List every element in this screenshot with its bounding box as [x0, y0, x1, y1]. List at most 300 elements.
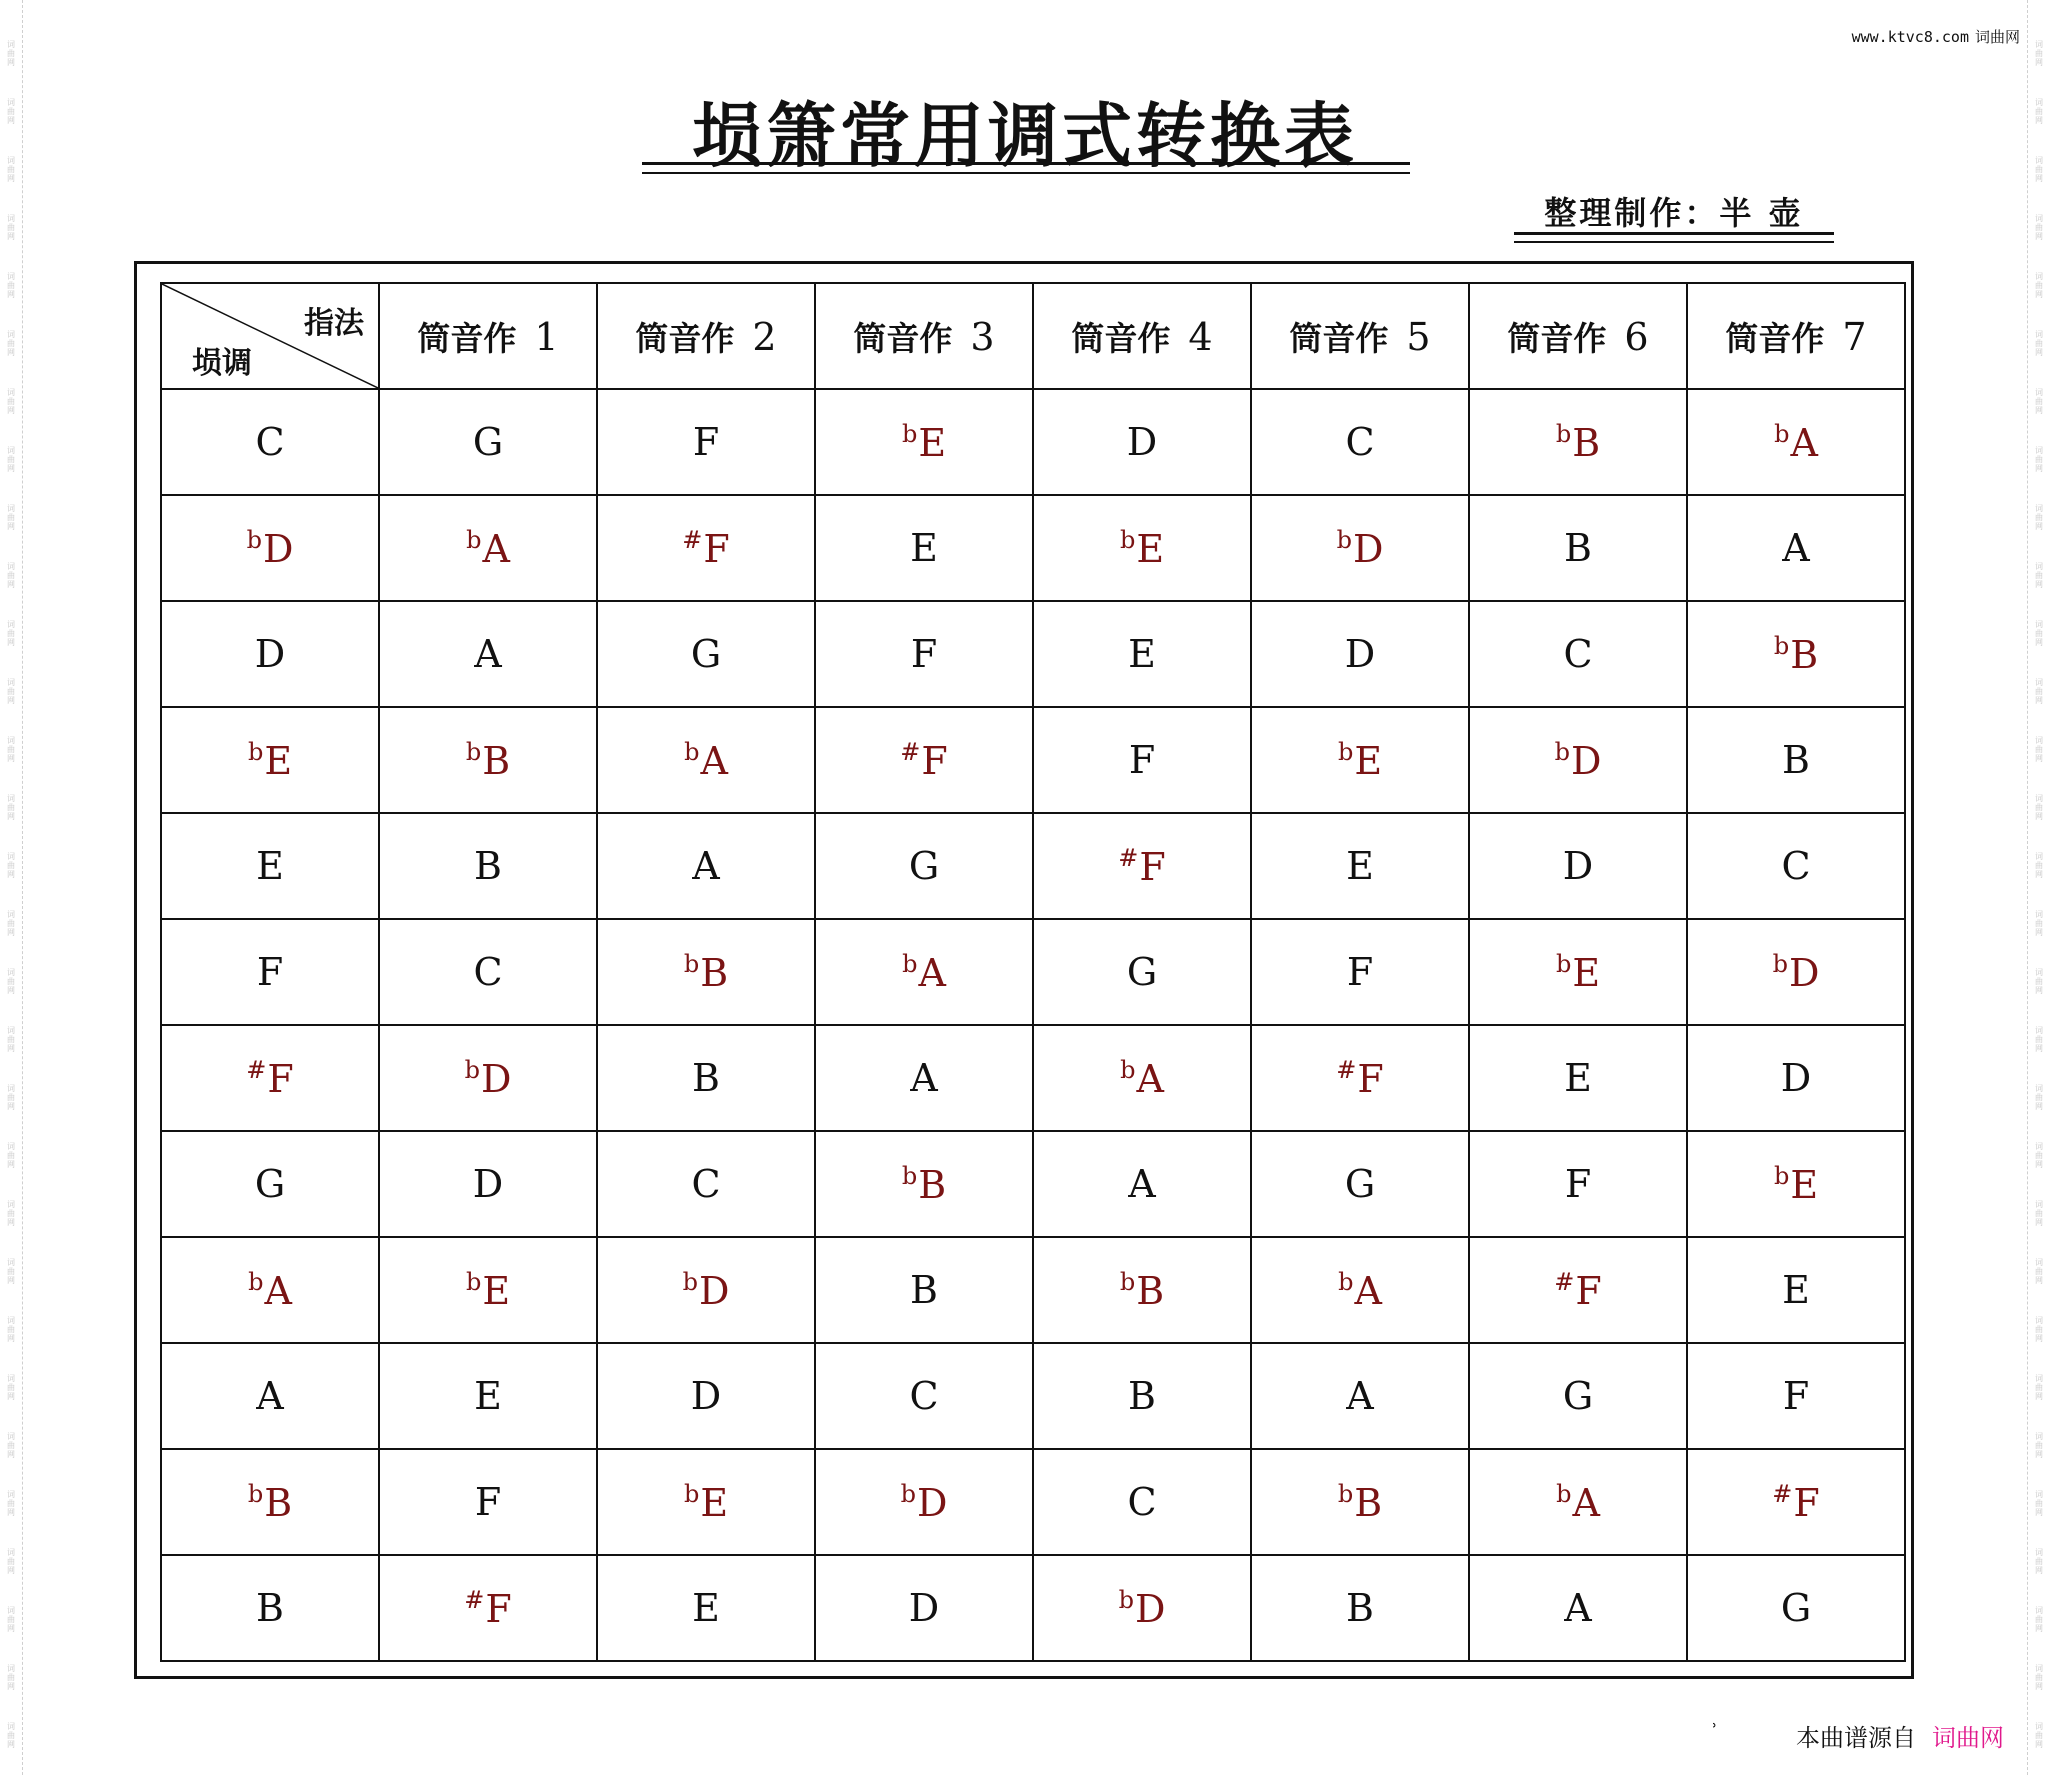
key-name: F: [256, 950, 284, 994]
key-cell: [597, 1449, 815, 1555]
key-letter: F: [485, 1586, 512, 1631]
key-name: B: [1782, 738, 1810, 782]
edge-watermark: 词曲网: [2035, 1316, 2043, 1343]
edge-watermark: 词曲网: [2035, 1084, 2043, 1111]
key-name: C: [1345, 420, 1375, 464]
edge-watermark: 词曲网: [7, 1722, 15, 1749]
key-letter: D: [262, 526, 294, 571]
flat-sign: b: [682, 1267, 698, 1296]
column-header-number: 7: [1842, 314, 1867, 359]
key-letter: B: [1136, 1268, 1165, 1313]
table-row: [161, 1449, 1905, 1555]
table-body: [161, 389, 1905, 1661]
sharp-sign: #: [1554, 1267, 1575, 1296]
table-row: [161, 1555, 1905, 1661]
key-cell: [1033, 1555, 1251, 1661]
footer-text: 本曲谱源自: [1796, 1724, 1916, 1752]
key-cell: [1469, 1237, 1687, 1343]
key-name: E: [910, 526, 938, 570]
key-letter: D: [1352, 526, 1384, 571]
key-letter: E: [1572, 950, 1601, 995]
edge-watermark: 词曲网: [7, 1200, 15, 1227]
table-row: [161, 495, 1905, 601]
column-header-prefix: 筒音作: [635, 318, 735, 358]
key-name: F: [692, 420, 720, 464]
flat-sign: b: [1773, 1161, 1790, 1190]
key-name: F: [1128, 738, 1156, 782]
credit-underline: [1514, 232, 1834, 235]
key-letter: B: [1354, 1480, 1383, 1525]
title-underline-2: [642, 172, 1410, 174]
key-cell: [1251, 1343, 1469, 1449]
key-name: [684, 950, 728, 995]
edge-watermark: 词曲网: [2035, 1722, 2043, 1749]
xun-key-cell: [161, 1555, 379, 1661]
edge-watermark: 词曲网: [7, 214, 15, 241]
key-name: [1555, 738, 1602, 783]
key-name: G: [1780, 1586, 1812, 1630]
key-name: F: [1346, 950, 1374, 994]
key-letter: B: [1572, 420, 1601, 465]
key-name: [1774, 632, 1818, 677]
column-header-prefix: 筒音作: [1071, 318, 1171, 358]
key-name: E: [1346, 844, 1374, 888]
key-cell: [379, 1555, 597, 1661]
key-letter: A: [482, 526, 510, 571]
key-name: E: [474, 1374, 502, 1418]
edge-watermark: 词曲网: [2035, 504, 2043, 531]
edge-watermark: 词曲网: [2035, 1200, 2043, 1227]
xun-key-cell: [161, 495, 379, 601]
key-name: D: [690, 1374, 722, 1418]
key-name: [901, 1480, 948, 1525]
key-letter: A: [1572, 1480, 1600, 1525]
key-name: C: [1127, 1480, 1157, 1524]
column-header-number: 6: [1624, 314, 1649, 359]
flat-sign: b: [465, 737, 482, 766]
key-cell: [597, 707, 815, 813]
sharp-sign: #: [682, 525, 703, 554]
table-row: [161, 389, 1905, 495]
key-name: A: [910, 1056, 938, 1100]
xun-key-cell: [161, 389, 379, 495]
flat-sign: b: [1555, 419, 1572, 448]
xun-key-cell: [161, 707, 379, 813]
key-cell: [1469, 1449, 1687, 1555]
key-cell: [815, 389, 1033, 495]
edge-watermark: 词曲网: [7, 446, 15, 473]
key-name: [900, 738, 947, 783]
column-header-number: 1: [534, 314, 559, 359]
edge-watermark: 词曲网: [2035, 1142, 2043, 1169]
key-name: [1338, 1480, 1382, 1525]
key-cell: [1687, 813, 1905, 919]
key-cell: [1251, 389, 1469, 495]
edge-watermark: 词曲网: [7, 1548, 15, 1575]
column-header-4: [1033, 283, 1251, 389]
key-cell: [815, 1555, 1033, 1661]
key-cell: [379, 1237, 597, 1343]
key-letter: F: [1139, 844, 1166, 889]
flat-sign: b: [248, 1267, 264, 1296]
key-cell: [815, 1237, 1033, 1343]
key-cell: [815, 919, 1033, 1025]
sharp-sign: #: [246, 1055, 267, 1084]
key-cell: [379, 1025, 597, 1131]
column-header-1: [379, 283, 597, 389]
key-cell: [1687, 707, 1905, 813]
key-letter: A: [700, 738, 728, 783]
key-cell: [597, 813, 815, 919]
flat-sign: b: [900, 1479, 916, 1508]
edge-watermark: 词曲网: [2035, 330, 2043, 357]
key-cell: [1469, 1555, 1687, 1661]
table-row: [161, 1131, 1905, 1237]
edge-watermark: 词曲网: [7, 910, 15, 937]
key-cell: [1251, 707, 1469, 813]
key-cell: [597, 1131, 815, 1237]
column-header-number: 5: [1406, 314, 1431, 359]
key-name: C: [1563, 632, 1593, 676]
flat-sign: b: [465, 1267, 482, 1296]
key-cell: [1687, 1555, 1905, 1661]
left-watermark-strip: [0, 0, 23, 1775]
edge-watermark: 词曲网: [7, 1026, 15, 1053]
key-name: [1556, 420, 1600, 465]
table-row: [161, 1025, 1905, 1131]
edge-watermark: 词曲网: [7, 98, 15, 125]
edge-watermark: 词曲网: [7, 1084, 15, 1111]
flat-sign: b: [1118, 1585, 1134, 1614]
column-header-7: [1687, 283, 1905, 389]
flat-sign: b: [1337, 737, 1354, 766]
key-name: [246, 1056, 293, 1101]
flat-sign: b: [1556, 1479, 1572, 1508]
key-letter: A: [1790, 420, 1818, 465]
key-name: C: [691, 1162, 721, 1206]
key-cell: [1469, 601, 1687, 707]
xun-key-cell: [161, 1025, 379, 1131]
key-cell: [1687, 601, 1905, 707]
key-name: [248, 1480, 292, 1525]
key-name: [466, 526, 510, 571]
edge-watermark: 词曲网: [7, 1374, 15, 1401]
key-name: G: [1344, 1162, 1376, 1206]
edge-watermark: 词曲网: [7, 620, 15, 647]
footer-mark: ˒: [1712, 1716, 1718, 1737]
key-name: [1120, 1268, 1164, 1313]
key-letter: A: [1354, 1268, 1382, 1313]
key-cell: [1469, 1343, 1687, 1449]
key-name: [248, 738, 292, 783]
key-cell: [1033, 707, 1251, 813]
key-cell: [597, 495, 815, 601]
site-url: www.ktvc8.com: [1851, 28, 1969, 46]
key-name: B: [1128, 1374, 1156, 1418]
key-cell: [1687, 919, 1905, 1025]
column-header-2: [597, 283, 815, 389]
edge-watermark: 词曲网: [2035, 446, 2043, 473]
table-row: [161, 919, 1905, 1025]
key-cell: [815, 601, 1033, 707]
edge-watermark: 词曲网: [7, 1258, 15, 1285]
key-name: [466, 1268, 510, 1313]
flat-sign: b: [684, 737, 700, 766]
key-cell: [597, 601, 815, 707]
edge-watermark: 词曲网: [7, 794, 15, 821]
edge-watermark: 词曲网: [2035, 736, 2043, 763]
key-cell: [815, 1131, 1033, 1237]
edge-watermark: 词曲网: [2035, 1548, 2043, 1575]
key-cell: [379, 601, 597, 707]
edge-watermark: 词曲网: [7, 156, 15, 183]
key-name: B: [256, 1586, 284, 1630]
edge-watermark: 词曲网: [7, 40, 15, 67]
corner-label-fingering: 指法: [304, 306, 364, 341]
sharp-sign: #: [900, 737, 921, 766]
key-cell: [1251, 601, 1469, 707]
flat-sign: b: [247, 1479, 264, 1508]
key-cell: [379, 919, 597, 1025]
edge-watermark: 词曲网: [2035, 214, 2043, 241]
xun-key-cell: [161, 1237, 379, 1343]
flat-sign: b: [902, 949, 918, 978]
key-cell: [597, 389, 815, 495]
edge-watermark: 词曲网: [2035, 1258, 2043, 1285]
right-watermark-strip: [2027, 0, 2050, 1775]
key-cell: [1033, 601, 1251, 707]
key-cell: [1251, 813, 1469, 919]
edge-watermark: 词曲网: [2035, 40, 2043, 67]
key-cell: [1251, 1237, 1469, 1343]
key-letter: E: [482, 1268, 511, 1313]
title-underline: [642, 162, 1410, 165]
key-name: F: [1564, 1162, 1592, 1206]
edge-watermark: 词曲网: [2035, 968, 2043, 995]
key-name: [1120, 526, 1164, 571]
xun-key-cell: [161, 1343, 379, 1449]
key-cell: [1687, 1343, 1905, 1449]
edge-watermark: 词曲网: [7, 330, 15, 357]
key-name: [1774, 1162, 1818, 1207]
flat-sign: b: [1555, 949, 1572, 978]
flat-sign: b: [1337, 1479, 1354, 1508]
key-name: [902, 420, 946, 465]
table-row: [161, 707, 1905, 813]
key-cell: [379, 495, 597, 601]
flat-sign: b: [901, 1161, 918, 1190]
xun-key-cell: [161, 1449, 379, 1555]
edge-watermark: 词曲网: [2035, 1664, 2043, 1691]
key-name: [1120, 1056, 1164, 1101]
key-name: C: [255, 420, 285, 464]
key-name: [1773, 950, 1820, 995]
column-header-number: 3: [970, 314, 995, 359]
key-cell: [1687, 1449, 1905, 1555]
key-name: G: [1126, 950, 1158, 994]
key-letter: D: [1570, 738, 1602, 783]
column-header-number: 4: [1188, 314, 1213, 359]
key-cell: [379, 1131, 597, 1237]
key-cell: [379, 707, 597, 813]
key-cell: [1251, 495, 1469, 601]
key-name: [684, 1480, 728, 1525]
corner-label-xun-key: 埙调: [192, 346, 252, 381]
key-name: E: [1128, 632, 1156, 676]
key-letter: F: [1575, 1268, 1602, 1313]
key-letter: E: [264, 738, 293, 783]
key-cell: [1033, 1237, 1251, 1343]
key-letter: F: [703, 526, 730, 571]
key-letter: D: [1788, 950, 1820, 995]
key-cell: [1033, 813, 1251, 919]
key-cell: [1251, 1131, 1469, 1237]
key-name: [466, 738, 510, 783]
key-name: B: [474, 844, 502, 888]
table-row: [161, 601, 1905, 707]
key-letter: E: [1354, 738, 1383, 783]
flat-sign: b: [1338, 1267, 1354, 1296]
key-name: [1337, 526, 1384, 571]
key-letter: A: [264, 1268, 292, 1313]
key-letter: F: [1357, 1056, 1384, 1101]
key-cell: [1687, 1237, 1905, 1343]
key-letter: B: [264, 1480, 293, 1525]
key-cell: [379, 389, 597, 495]
key-name: [682, 526, 729, 571]
key-cell: [1033, 919, 1251, 1025]
key-cell: [1687, 1025, 1905, 1131]
edge-watermark: 词曲网: [7, 1316, 15, 1343]
key-cell: [597, 1237, 815, 1343]
key-name: [1118, 844, 1165, 889]
key-name: E: [256, 844, 284, 888]
edge-watermark: 词曲网: [2035, 678, 2043, 705]
key-letter: D: [916, 1480, 948, 1525]
key-name: D: [1562, 844, 1594, 888]
xun-key-cell: [161, 601, 379, 707]
edge-watermark: 词曲网: [2035, 1432, 2043, 1459]
key-cell: [815, 495, 1033, 601]
key-cell: [1033, 1131, 1251, 1237]
edge-watermark: 词曲网: [7, 388, 15, 415]
key-letter: A: [1136, 1056, 1164, 1101]
key-cell: [815, 707, 1033, 813]
edge-watermark: 词曲网: [7, 1490, 15, 1517]
key-cell: [1469, 813, 1687, 919]
key-cell: [1251, 1555, 1469, 1661]
key-letter: F: [921, 738, 948, 783]
key-name: G: [908, 844, 940, 888]
key-cell: [379, 1449, 597, 1555]
xun-key-cell: [161, 1131, 379, 1237]
key-name: [684, 738, 728, 783]
key-cell: [815, 813, 1033, 919]
key-name: [248, 1268, 292, 1313]
key-letter: E: [918, 420, 947, 465]
edge-watermark: 词曲网: [2035, 910, 2043, 937]
key-name: F: [474, 1480, 502, 1524]
key-name: D: [1344, 632, 1376, 676]
key-cell: [1687, 495, 1905, 601]
flat-sign: b: [1773, 631, 1790, 660]
column-header-prefix: 筒音作: [1289, 318, 1389, 358]
key-letter: A: [918, 950, 946, 995]
edge-watermark: 词曲网: [2035, 1374, 2043, 1401]
key-name: C: [909, 1374, 939, 1418]
credit-line: 整理制作：半 壶: [1544, 194, 1804, 232]
edge-watermark: 词曲网: [7, 1142, 15, 1169]
key-cell: [1251, 1449, 1469, 1555]
table-row: [161, 813, 1905, 919]
key-name: [902, 950, 946, 995]
key-conversion-table: [160, 282, 1906, 1662]
key-cell: [1469, 389, 1687, 495]
edge-watermark: 词曲网: [2035, 852, 2043, 879]
key-name: A: [692, 844, 720, 888]
key-name: [1556, 1480, 1600, 1525]
key-cell: [1251, 919, 1469, 1025]
edge-watermark: 词曲网: [7, 1664, 15, 1691]
flat-sign: b: [683, 1479, 700, 1508]
key-name: D: [472, 1162, 504, 1206]
key-name: D: [1780, 1056, 1812, 1100]
column-header-prefix: 筒音作: [853, 318, 953, 358]
key-letter: E: [700, 1480, 729, 1525]
key-cell: [597, 1343, 815, 1449]
key-cell: [815, 1449, 1033, 1555]
key-name: [1338, 738, 1382, 783]
key-name: C: [473, 950, 503, 994]
flat-sign: b: [464, 1055, 480, 1084]
key-name: [683, 1268, 730, 1313]
key-cell: [597, 1555, 815, 1661]
key-name: [1772, 1480, 1819, 1525]
xun-key-cell: [161, 919, 379, 1025]
flat-sign: b: [1119, 525, 1136, 554]
table-row: [161, 1237, 1905, 1343]
flat-sign: b: [901, 419, 918, 448]
edge-watermark: 词曲网: [2035, 1490, 2043, 1517]
flat-sign: b: [1119, 1267, 1136, 1296]
key-name: B: [1346, 1586, 1374, 1630]
edge-watermark: 词曲网: [2035, 794, 2043, 821]
flat-sign: b: [1772, 949, 1788, 978]
key-letter: E: [1790, 1162, 1819, 1207]
sharp-sign: #: [1336, 1055, 1357, 1084]
key-letter: E: [1136, 526, 1165, 571]
flat-sign: b: [247, 737, 264, 766]
edge-watermark: 词曲网: [2035, 156, 2043, 183]
edge-watermark: 词曲网: [2035, 620, 2043, 647]
key-name: B: [1564, 526, 1592, 570]
key-name: [1556, 950, 1600, 995]
key-name: D: [254, 632, 286, 676]
footer-brand: 词曲网: [1932, 1724, 2004, 1752]
edge-watermark: 词曲网: [2035, 98, 2043, 125]
key-name: [1119, 1586, 1166, 1631]
key-cell: [1469, 495, 1687, 601]
key-cell: [1033, 1025, 1251, 1131]
key-letter: B: [482, 738, 511, 783]
edge-watermark: 词曲网: [2035, 388, 2043, 415]
edge-watermark: 词曲网: [7, 562, 15, 589]
key-cell: [1469, 1025, 1687, 1131]
key-name: [465, 1056, 512, 1101]
key-name: E: [692, 1586, 720, 1630]
edge-watermark: 词曲网: [2035, 562, 2043, 589]
key-letter: F: [1793, 1480, 1820, 1525]
